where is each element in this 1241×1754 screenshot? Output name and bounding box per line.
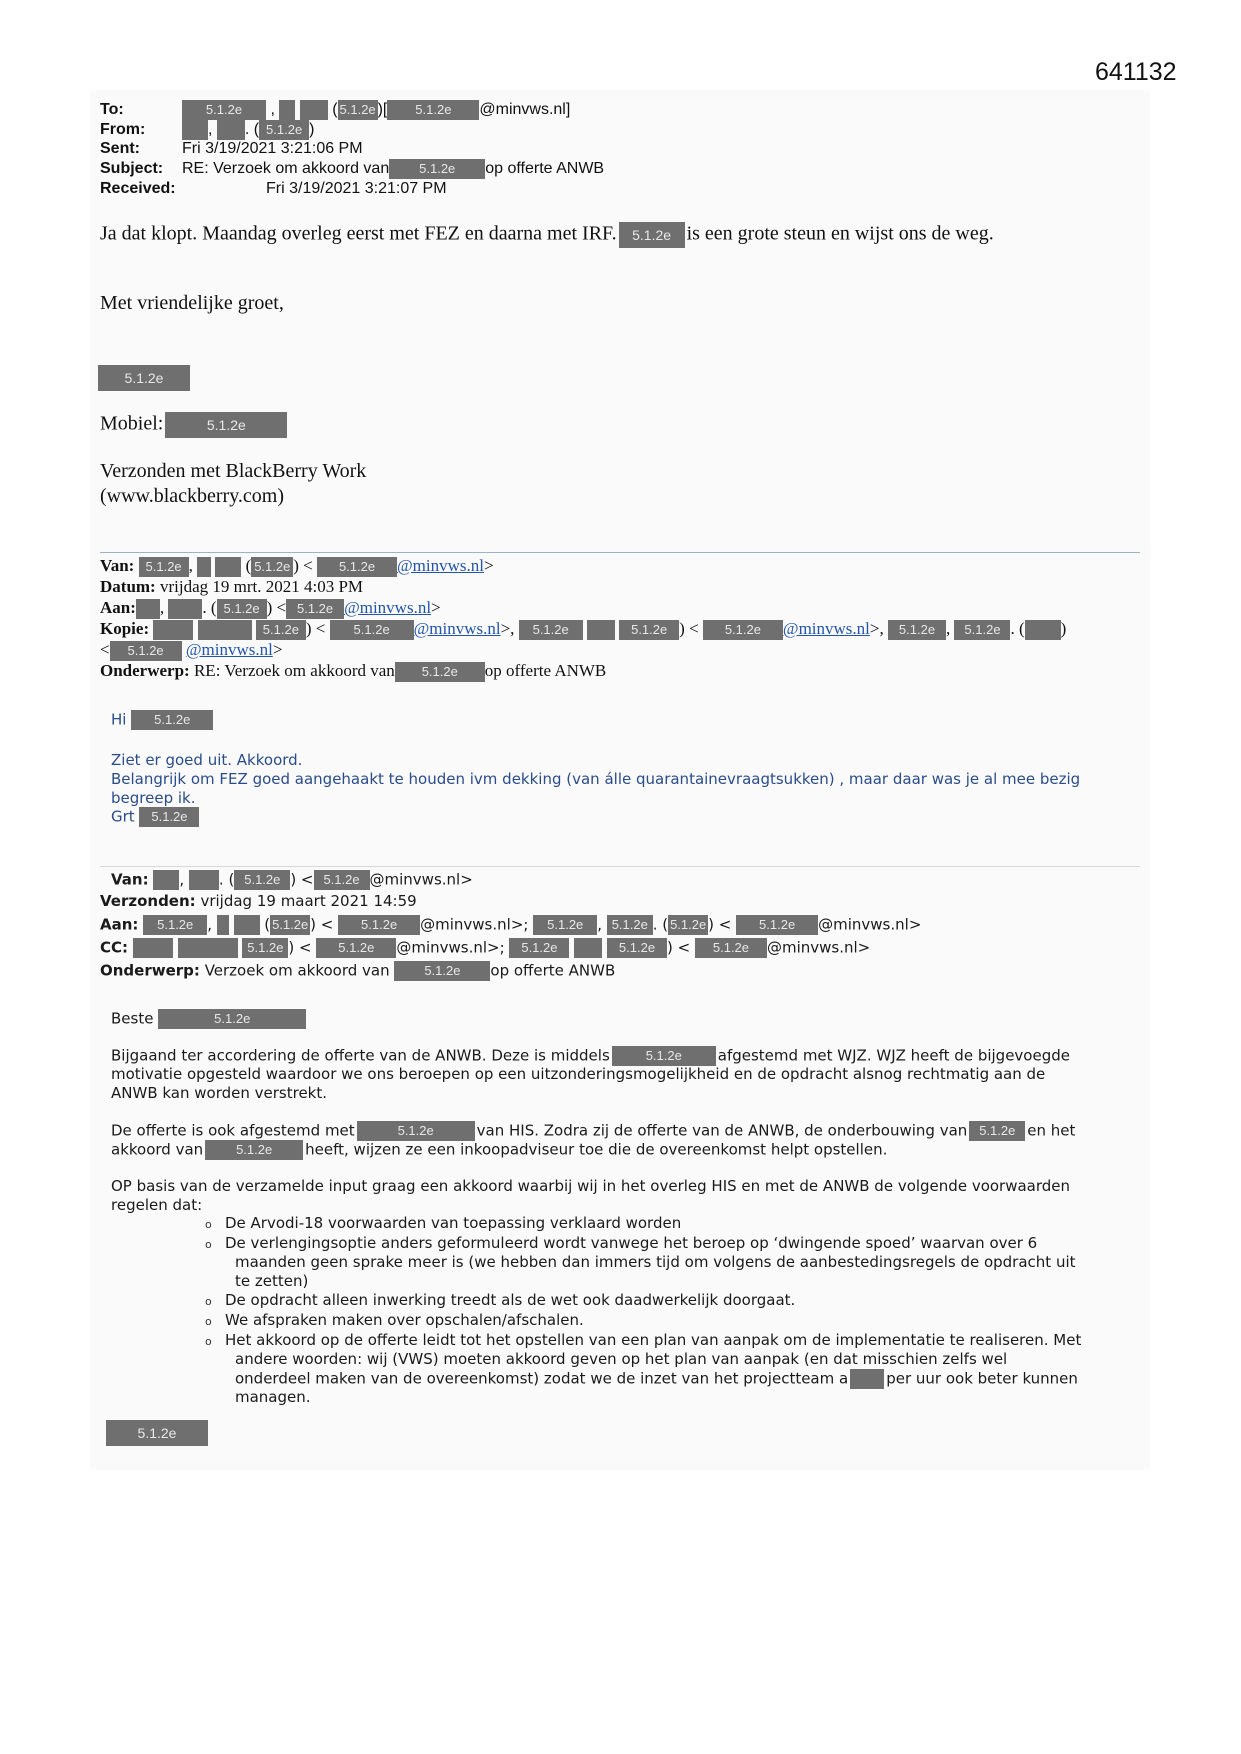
redaction: 5.1.2e [612, 1046, 716, 1066]
redaction: 5.1.2e [242, 938, 288, 958]
verzonden-row [100, 892, 417, 910]
redaction: 5.1.2e [143, 915, 207, 935]
onderwerp-pre: Verzoek om akkoord van [204, 961, 390, 980]
p1-line1 [111, 1046, 1070, 1066]
email1-body [100, 222, 994, 248]
redaction [850, 1369, 884, 1389]
redaction: 5.1.2e [619, 222, 685, 248]
redaction [234, 915, 260, 935]
subject-pre: RE: Verzoek om akkoord van [182, 160, 390, 178]
bullet-5-line3 [235, 1369, 1078, 1389]
bullet-1: De Arvodi-18 voorwaarden van toepassing verklaard worden [225, 1214, 682, 1232]
redaction: 5.1.2e [259, 120, 309, 140]
p2-line2 [111, 1140, 887, 1160]
text: Bijgaand ter accordering de offerte van de ANWB. Deze is middels [111, 1046, 610, 1065]
redaction: 5.1.2e [286, 599, 344, 619]
beste-text: Beste [111, 1009, 154, 1028]
text: per uur ook beter kunnen [886, 1369, 1078, 1388]
email-link[interactable]: @minvws.nl [782, 619, 870, 638]
redaction: 5.1.2e [158, 1009, 306, 1029]
onderwerp-label: Onderwerp: [100, 661, 190, 680]
bullet-icon: o [205, 1315, 212, 1328]
cc-row: CC: 5.1.2e ) < 5.1.2e @minvws.nl>; 5.1.2e 5.1.2e ) < 5.1.2e @minvws.nl> [100, 938, 871, 957]
sent-row [100, 140, 363, 158]
redaction: 5.1.2e [338, 100, 378, 120]
redaction: 5.1.2e [106, 1420, 208, 1446]
redaction [136, 599, 160, 619]
text: afgestemd met WJZ. WJZ heeft de bijgevoegde [717, 1046, 1070, 1065]
redaction: 5.1.2e [736, 915, 818, 935]
to-row: To: 5.1.2e , ( 5.1.2e )[ 5.1.2e @minvws.nl] [100, 101, 571, 119]
onderwerp-pre: RE: Verzoek om akkoord van [193, 661, 395, 680]
from-row: From: , . ( 5.1.2e ) [100, 121, 315, 139]
redaction [1025, 620, 1061, 640]
redaction: 5.1.2e [234, 870, 290, 890]
p1-line2: motivatie opgesteld waardoor we ons beroepen op een uitzonderingsmogelijkheid en de opdracht alsnog rechtmatig aan de [111, 1065, 1046, 1083]
email2-line2: Belangrijk om FEZ goed aangehaakt te houden ivm dekking (van álle quarantainevraagtsukken) , maar daar was je al mee bezig [111, 770, 1081, 788]
redaction: 5.1.2e [330, 620, 414, 640]
redaction [279, 100, 295, 120]
p3-line1: OP basis van de verzamelde input graag een akkoord waarbij wij in het overleg HIS en met de ANWB de volgende voorwaarden [111, 1177, 1071, 1195]
redaction [153, 870, 179, 890]
redaction [189, 870, 219, 890]
to-domain: @minvws.nl] [479, 101, 571, 119]
grt-row [111, 807, 199, 827]
bullet-2-line1: De verlengingsoptie anders geformuleerd wordt vanwege het beroep op ‘dwingende spoed’ waarvan over 6 [225, 1234, 1038, 1252]
received-value: Fri 3/19/2021 3:21:07 PM [266, 180, 447, 197]
redaction [574, 938, 602, 958]
received-label: Received: [100, 180, 176, 197]
subject-post: op offerte ANWB [485, 160, 605, 178]
redaction: 5.1.2e [139, 807, 199, 827]
onderwerp-row [100, 661, 606, 682]
van-row-3: Van: , . ( 5.1.2e ) < 5.1.2e @minvws.nl> [111, 870, 473, 889]
redaction: 5.1.2e [969, 1121, 1025, 1141]
p3-line2: regelen dat: [111, 1196, 203, 1214]
divider [100, 552, 1140, 553]
van-label: Van: [100, 556, 135, 575]
email2-line3: begreep ik. [111, 789, 196, 807]
datum-row [100, 577, 363, 597]
cc-label: CC: [100, 938, 129, 957]
redaction: 5.1.2e [395, 662, 485, 682]
email-link[interactable]: @minvws.nl [344, 598, 432, 617]
bullet-2-line2: maanden geen sprake meer is (we hebben dan immers tijd om volgens de aanbestedingsregels de opdracht uit [235, 1253, 1076, 1271]
text: en het [1027, 1121, 1076, 1140]
divider [100, 866, 1140, 867]
email-address: @minvws.nl> [818, 915, 922, 934]
kopie-label: Kopie: [100, 619, 150, 638]
redaction [587, 620, 615, 640]
bullet-5-line4: managen. [235, 1388, 311, 1406]
redaction: 5.1.2e [509, 938, 569, 958]
redaction: 5.1.2e [519, 620, 583, 640]
sent-with-line: Verzonden met BlackBerry Work [100, 460, 367, 482]
p1-line3: ANWB kan worden verstrekt. [111, 1084, 328, 1102]
email-link[interactable]: @minvws.nl [397, 556, 484, 575]
bullet-icon: o [205, 1335, 212, 1348]
sent-with-url: (www.blackberry.com) [100, 485, 284, 507]
redaction: 5.1.2e [695, 938, 767, 958]
redaction [197, 557, 211, 577]
redaction: 5.1.2e [668, 915, 708, 935]
redaction: 5.1.2e [619, 620, 679, 640]
mobile-label: Mobiel: [100, 412, 164, 435]
redaction: 5.1.2e [270, 915, 310, 935]
text: van HIS. Zodra zij de offerte van de ANWB, de onderbouwing van [476, 1121, 968, 1140]
redaction: 5.1.2e [131, 710, 213, 730]
signature-name [98, 365, 190, 391]
bullet-2-line3: te zetten) [235, 1272, 309, 1290]
email-address: @minvws.nl>; [396, 938, 505, 957]
onderwerp-post: op offerte ANWB [490, 961, 616, 980]
subject-row [100, 159, 604, 179]
redaction [182, 120, 208, 140]
aan-row: Aan: , . ( 5.1.2e ) < 5.1.2e @minvws.nl> [100, 598, 441, 619]
received-row [100, 180, 447, 198]
redaction: 5.1.2e [338, 915, 420, 935]
body-text: is een grote steun en wijst ons de weg. [686, 222, 994, 245]
email-address: @minvws.nl>; [420, 915, 529, 934]
sent-value: Fri 3/19/2021 3:21:06 PM [182, 140, 363, 157]
bullet-icon: o [205, 1295, 212, 1308]
redaction: 5.1.2e [165, 412, 287, 438]
datum-label: Datum: [100, 577, 156, 596]
bullet-icon: o [205, 1218, 212, 1231]
redaction: 5.1.2e [607, 938, 667, 958]
redaction: 5.1.2e [888, 620, 946, 640]
text: De offerte is ook afgestemd met [111, 1121, 355, 1140]
email2-line1: Ziet er goed uit. Akkoord. [111, 751, 303, 769]
redaction: 5.1.2e [533, 915, 597, 935]
redaction [217, 915, 229, 935]
email-link[interactable]: @minvws.nl [413, 619, 501, 638]
page-number: 641132 [1095, 58, 1177, 86]
redaction: 5.1.2e [205, 1140, 303, 1160]
subject-label: Subject: [100, 160, 164, 178]
bullet-3: De opdracht alleen inwerking treedt als de wet ook daadwerkelijk doorgaat. [225, 1291, 796, 1309]
redaction [300, 100, 328, 120]
van-row: Van: 5.1.2e , ( 5.1.2e ) < 5.1.2e @minvws.nl> [100, 556, 494, 577]
redaction: 5.1.2e [316, 938, 396, 958]
redaction: 5.1.2e [182, 100, 266, 120]
redaction: 5.1.2e [98, 365, 190, 391]
redaction: 5.1.2e [394, 961, 490, 981]
bullet-5-line1: Het akkoord op de offerte leidt tot het opstellen van een plan van aanpak om de implementatie te realiseren. Met [225, 1331, 1082, 1349]
email-link[interactable]: @minvws.nl [185, 640, 273, 659]
redaction [153, 620, 193, 640]
redaction: 5.1.2e [251, 557, 293, 577]
sent-label: Sent: [100, 140, 140, 157]
grt-text: Grt [111, 807, 135, 826]
beste-row [111, 1009, 306, 1029]
redaction [168, 599, 202, 619]
greeting: Met vriendelijke groet, [100, 292, 284, 314]
redaction: 5.1.2e [110, 641, 182, 661]
redaction: 5.1.2e [703, 620, 783, 640]
text: akkoord van [111, 1140, 204, 1159]
verzonden-value: vrijdag 19 maart 2021 14:59 [200, 892, 417, 910]
to-label: To: [100, 101, 124, 119]
onderwerp-label: Onderwerp: [100, 961, 200, 980]
redaction [215, 557, 241, 577]
redaction: 5.1.2e [954, 620, 1010, 640]
redaction: 5.1.2e [387, 100, 479, 120]
bullet-4: We afspraken maken over opschalen/afschalen. [225, 1311, 584, 1329]
redaction [133, 938, 173, 958]
redaction: 5.1.2e [256, 620, 306, 640]
redaction: 5.1.2e [607, 915, 653, 935]
p2-line1 [111, 1121, 1075, 1141]
aan-row-3: Aan: 5.1.2e , ( 5.1.2e ) < 5.1.2e @minvws.nl>; 5.1.2e , 5.1.2e . ( 5.1.2e ) < 5.1.2e @minvws.nl> [100, 915, 922, 934]
redaction [217, 120, 245, 140]
redaction [178, 938, 238, 958]
redaction: 5.1.2e [139, 557, 189, 577]
body-text: Ja dat klopt. Maandag overleg eerst met FEZ en daarna met IRF. [100, 222, 617, 245]
mobile-row [100, 412, 287, 438]
onderwerp-post: op offerte ANWB [484, 661, 607, 680]
bullet-5-line2: andere woorden: wij (VWS) moeten akkoord geven op het plan van aanpak (en dat misschien zelfs wel [235, 1350, 1008, 1368]
email-address: @minvws.nl> [766, 938, 871, 957]
kopie-row: Kopie: 5.1.2e ) < 5.1.2e @minvws.nl>, 5.1.2e 5.1.2e ) < 5.1.2e @minvws.nl>, 5.1.2e , 5.1.2e . ( ) [100, 619, 1066, 640]
hi-row [111, 710, 213, 730]
verzonden-label: Verzonden: [100, 892, 196, 910]
redaction: 5.1.2e [357, 1121, 475, 1141]
aan-label: Aan: [100, 598, 136, 617]
hi-text: Hi [111, 710, 127, 729]
datum-value: vrijdag 19 mrt. 2021 4:03 PM [159, 577, 364, 596]
onderwerp-row-3 [100, 961, 615, 981]
text: heeft, wijzen ze een inkoopadviseur toe die de overeenkomst helpt opstellen. [305, 1140, 888, 1159]
redaction: 5.1.2e [314, 870, 370, 890]
redaction: 5.1.2e [317, 557, 397, 577]
bullet-icon: o [205, 1238, 212, 1251]
text: onderdeel maken van de overeenkomst) zodat we de inzet van het projectteam a [235, 1369, 849, 1388]
signature-redaction [106, 1420, 208, 1446]
redaction: 5.1.2e [389, 159, 485, 179]
redaction: 5.1.2e [217, 599, 267, 619]
email-address: @minvws.nl> [369, 870, 473, 889]
kopie-row-cont: < 5.1.2e @minvws.nl> [100, 640, 282, 661]
aan-label: Aan: [100, 915, 139, 934]
redaction [198, 620, 252, 640]
from-label: From: [100, 121, 146, 139]
van-label: Van: [111, 870, 149, 889]
